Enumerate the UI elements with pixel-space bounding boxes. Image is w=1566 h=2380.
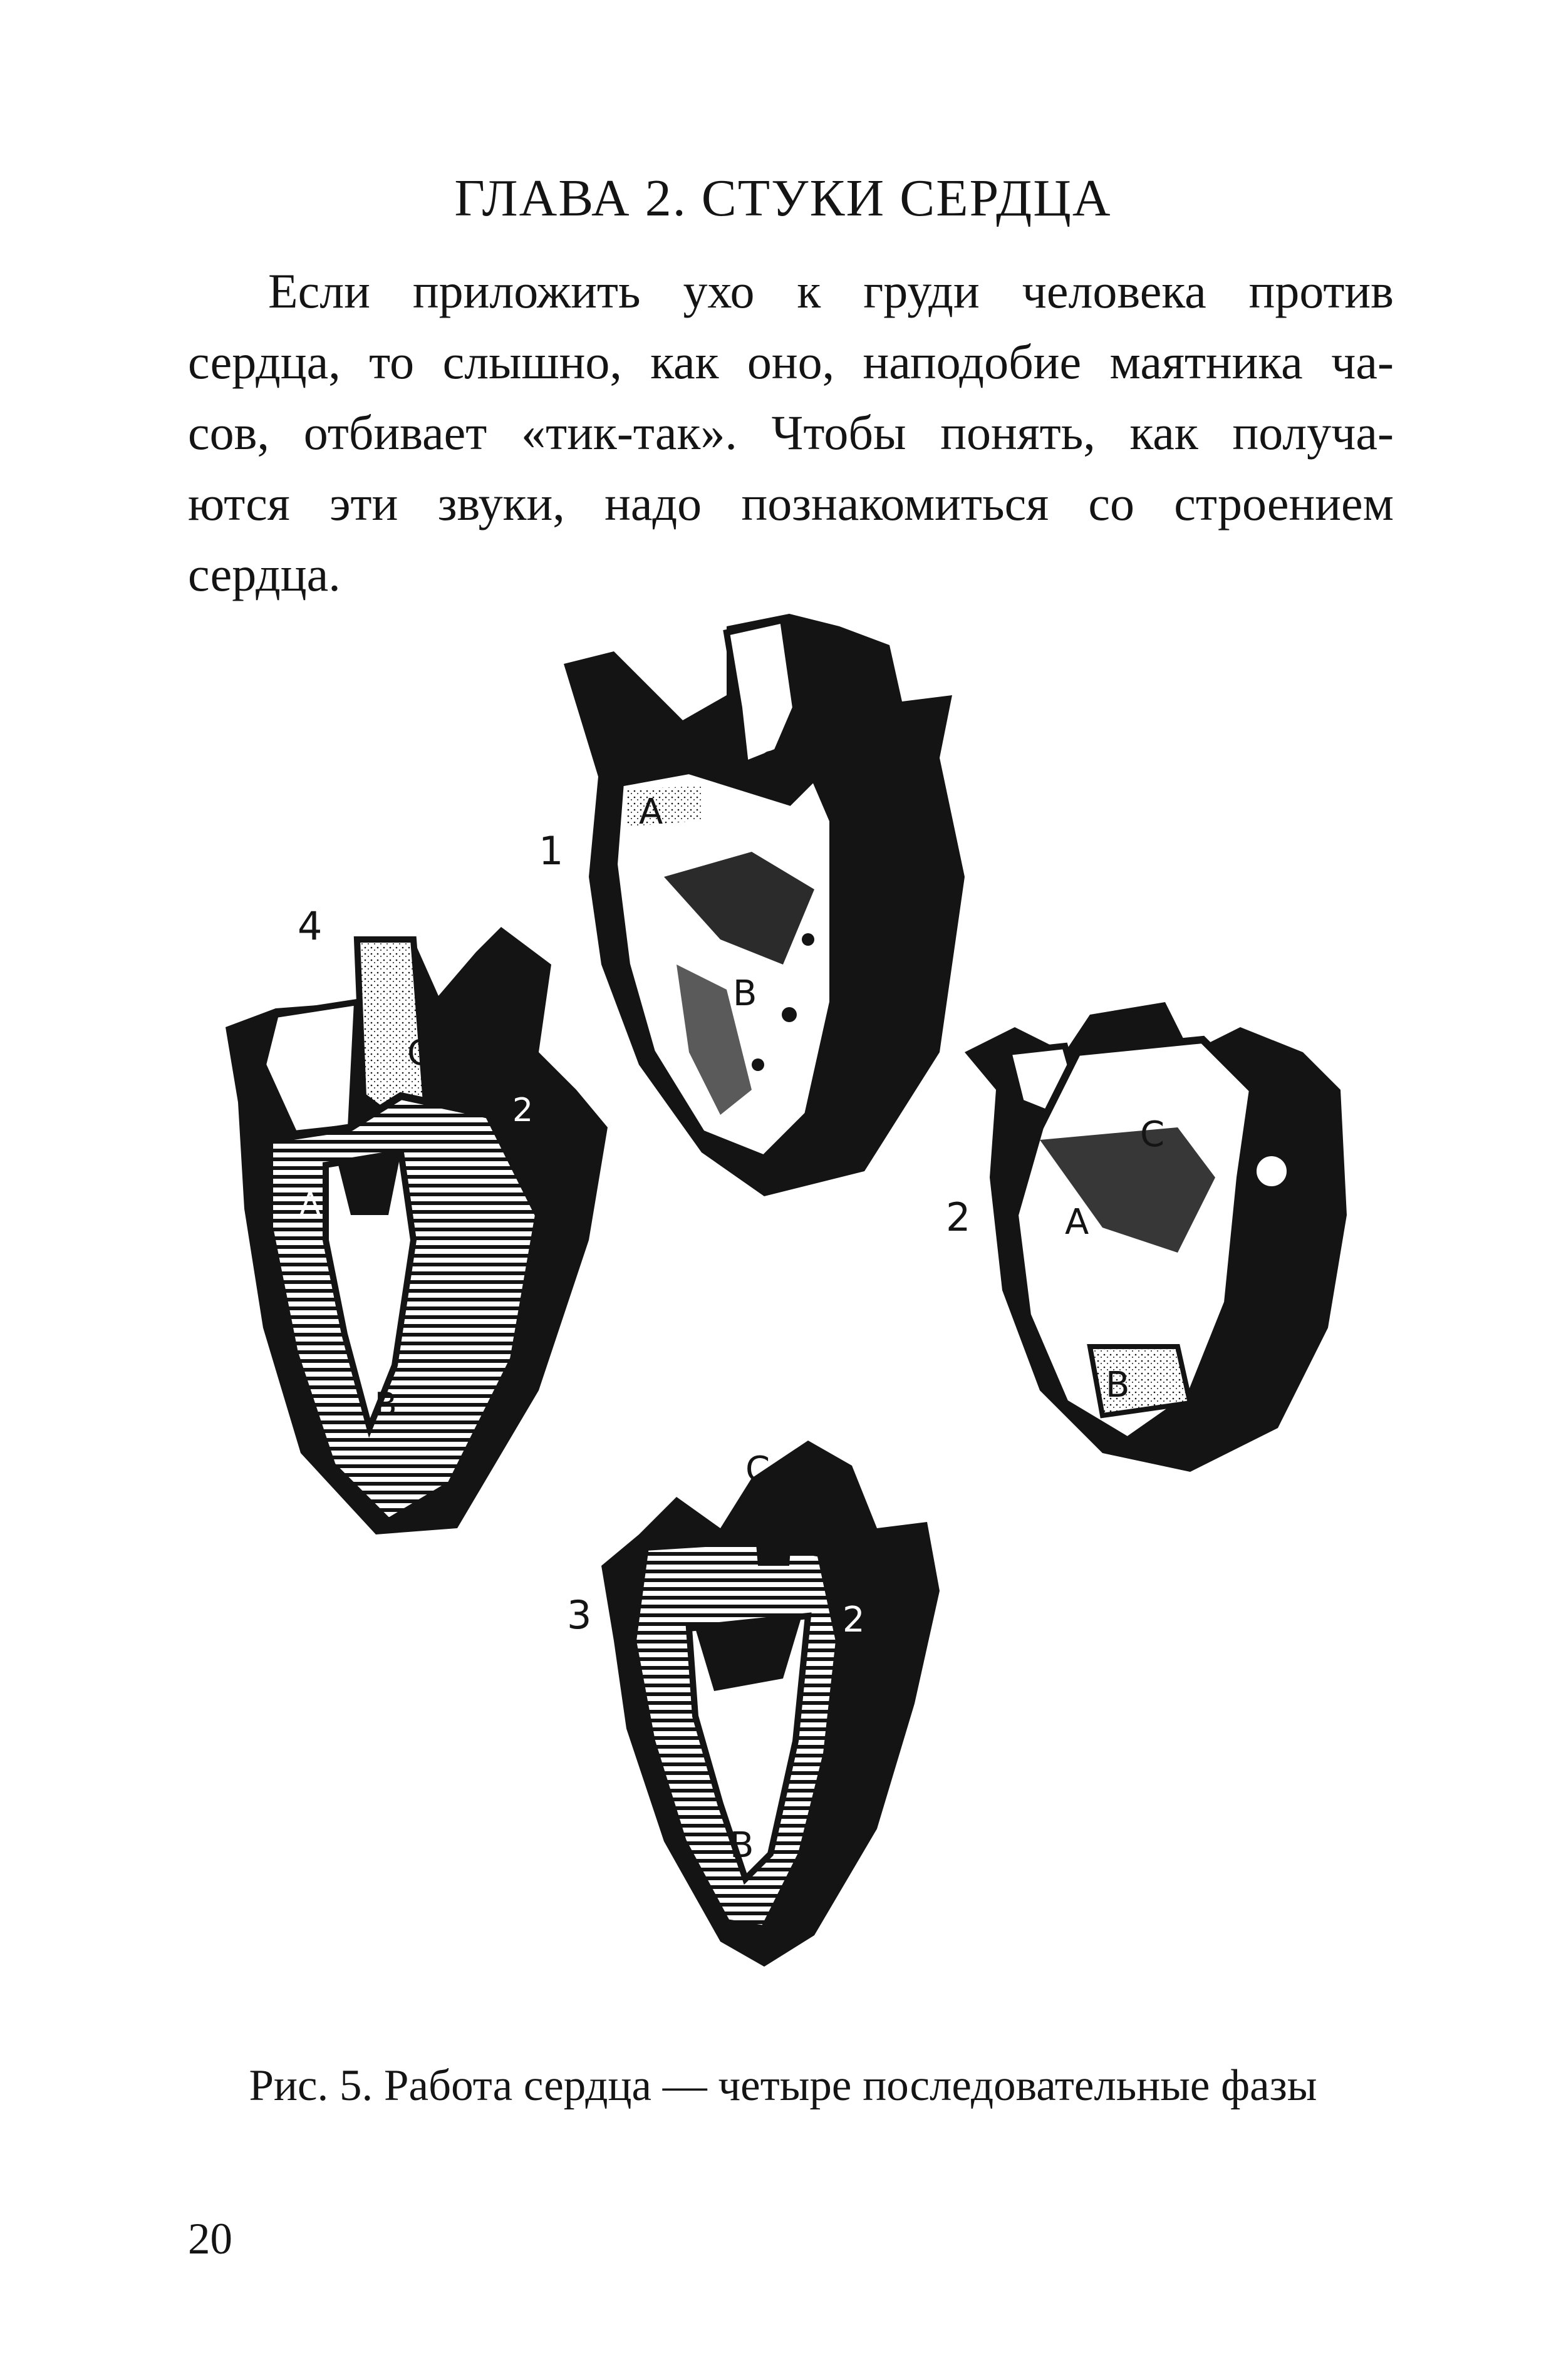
phase-3-label-c: C [745,1449,770,1490]
paragraph-line: ются эти звуки, надо познакомиться со строением [188,476,1394,530]
paragraph-line: сов, отбивает «тик-так». Чтобы понять, как получа- [188,405,1394,460]
phase-3-label-b: B [730,1825,754,1866]
phase-2-label-b: B [1106,1365,1130,1405]
paragraph-line: сердца, то слышно, как оно, наподобие маятника ча- [188,334,1394,389]
heart-phase-4 [226,927,608,1534]
heart-phase-2 [965,1002,1347,1472]
body-paragraph [188,256,1394,609]
chapter-title: ГЛАВА 2. СТУКИ СЕРДЦА [454,169,1112,227]
phase-4-label-b: B [375,1386,397,1424]
phase-4-label-a: A [299,1186,321,1223]
heart-phases-figure [0,614,1566,2023]
phase-4-label-2: 2 [512,1092,534,1129]
paragraph-line: сердца. [188,547,341,601]
phase-number-4: 4 [298,903,323,949]
phase-2-label-c: C [1140,1114,1165,1155]
phase-number-2: 2 [946,1194,971,1240]
paragraph-line: Если приложить ухо к груди человека против [268,264,1394,318]
phase-number-3: 3 [567,1592,592,1638]
phase-2-label-a: A [1065,1202,1089,1243]
phase-3-label-2: 2 [843,1600,865,1640]
phase-1-label-b: B [733,973,757,1014]
heart-phase-1 [564,614,965,1196]
phase-1-label-a: A [639,792,663,832]
phase-4-label-c: C [407,1033,432,1074]
phase-number-1: 1 [539,828,564,874]
phase-1-label-c: C [758,745,783,785]
page-number: 20 [188,2215,232,2264]
figure-caption: Рис. 5. Работа сердца — четыре последовательные фазы [249,2061,1317,2110]
heart-phase-3 [601,1441,940,1967]
